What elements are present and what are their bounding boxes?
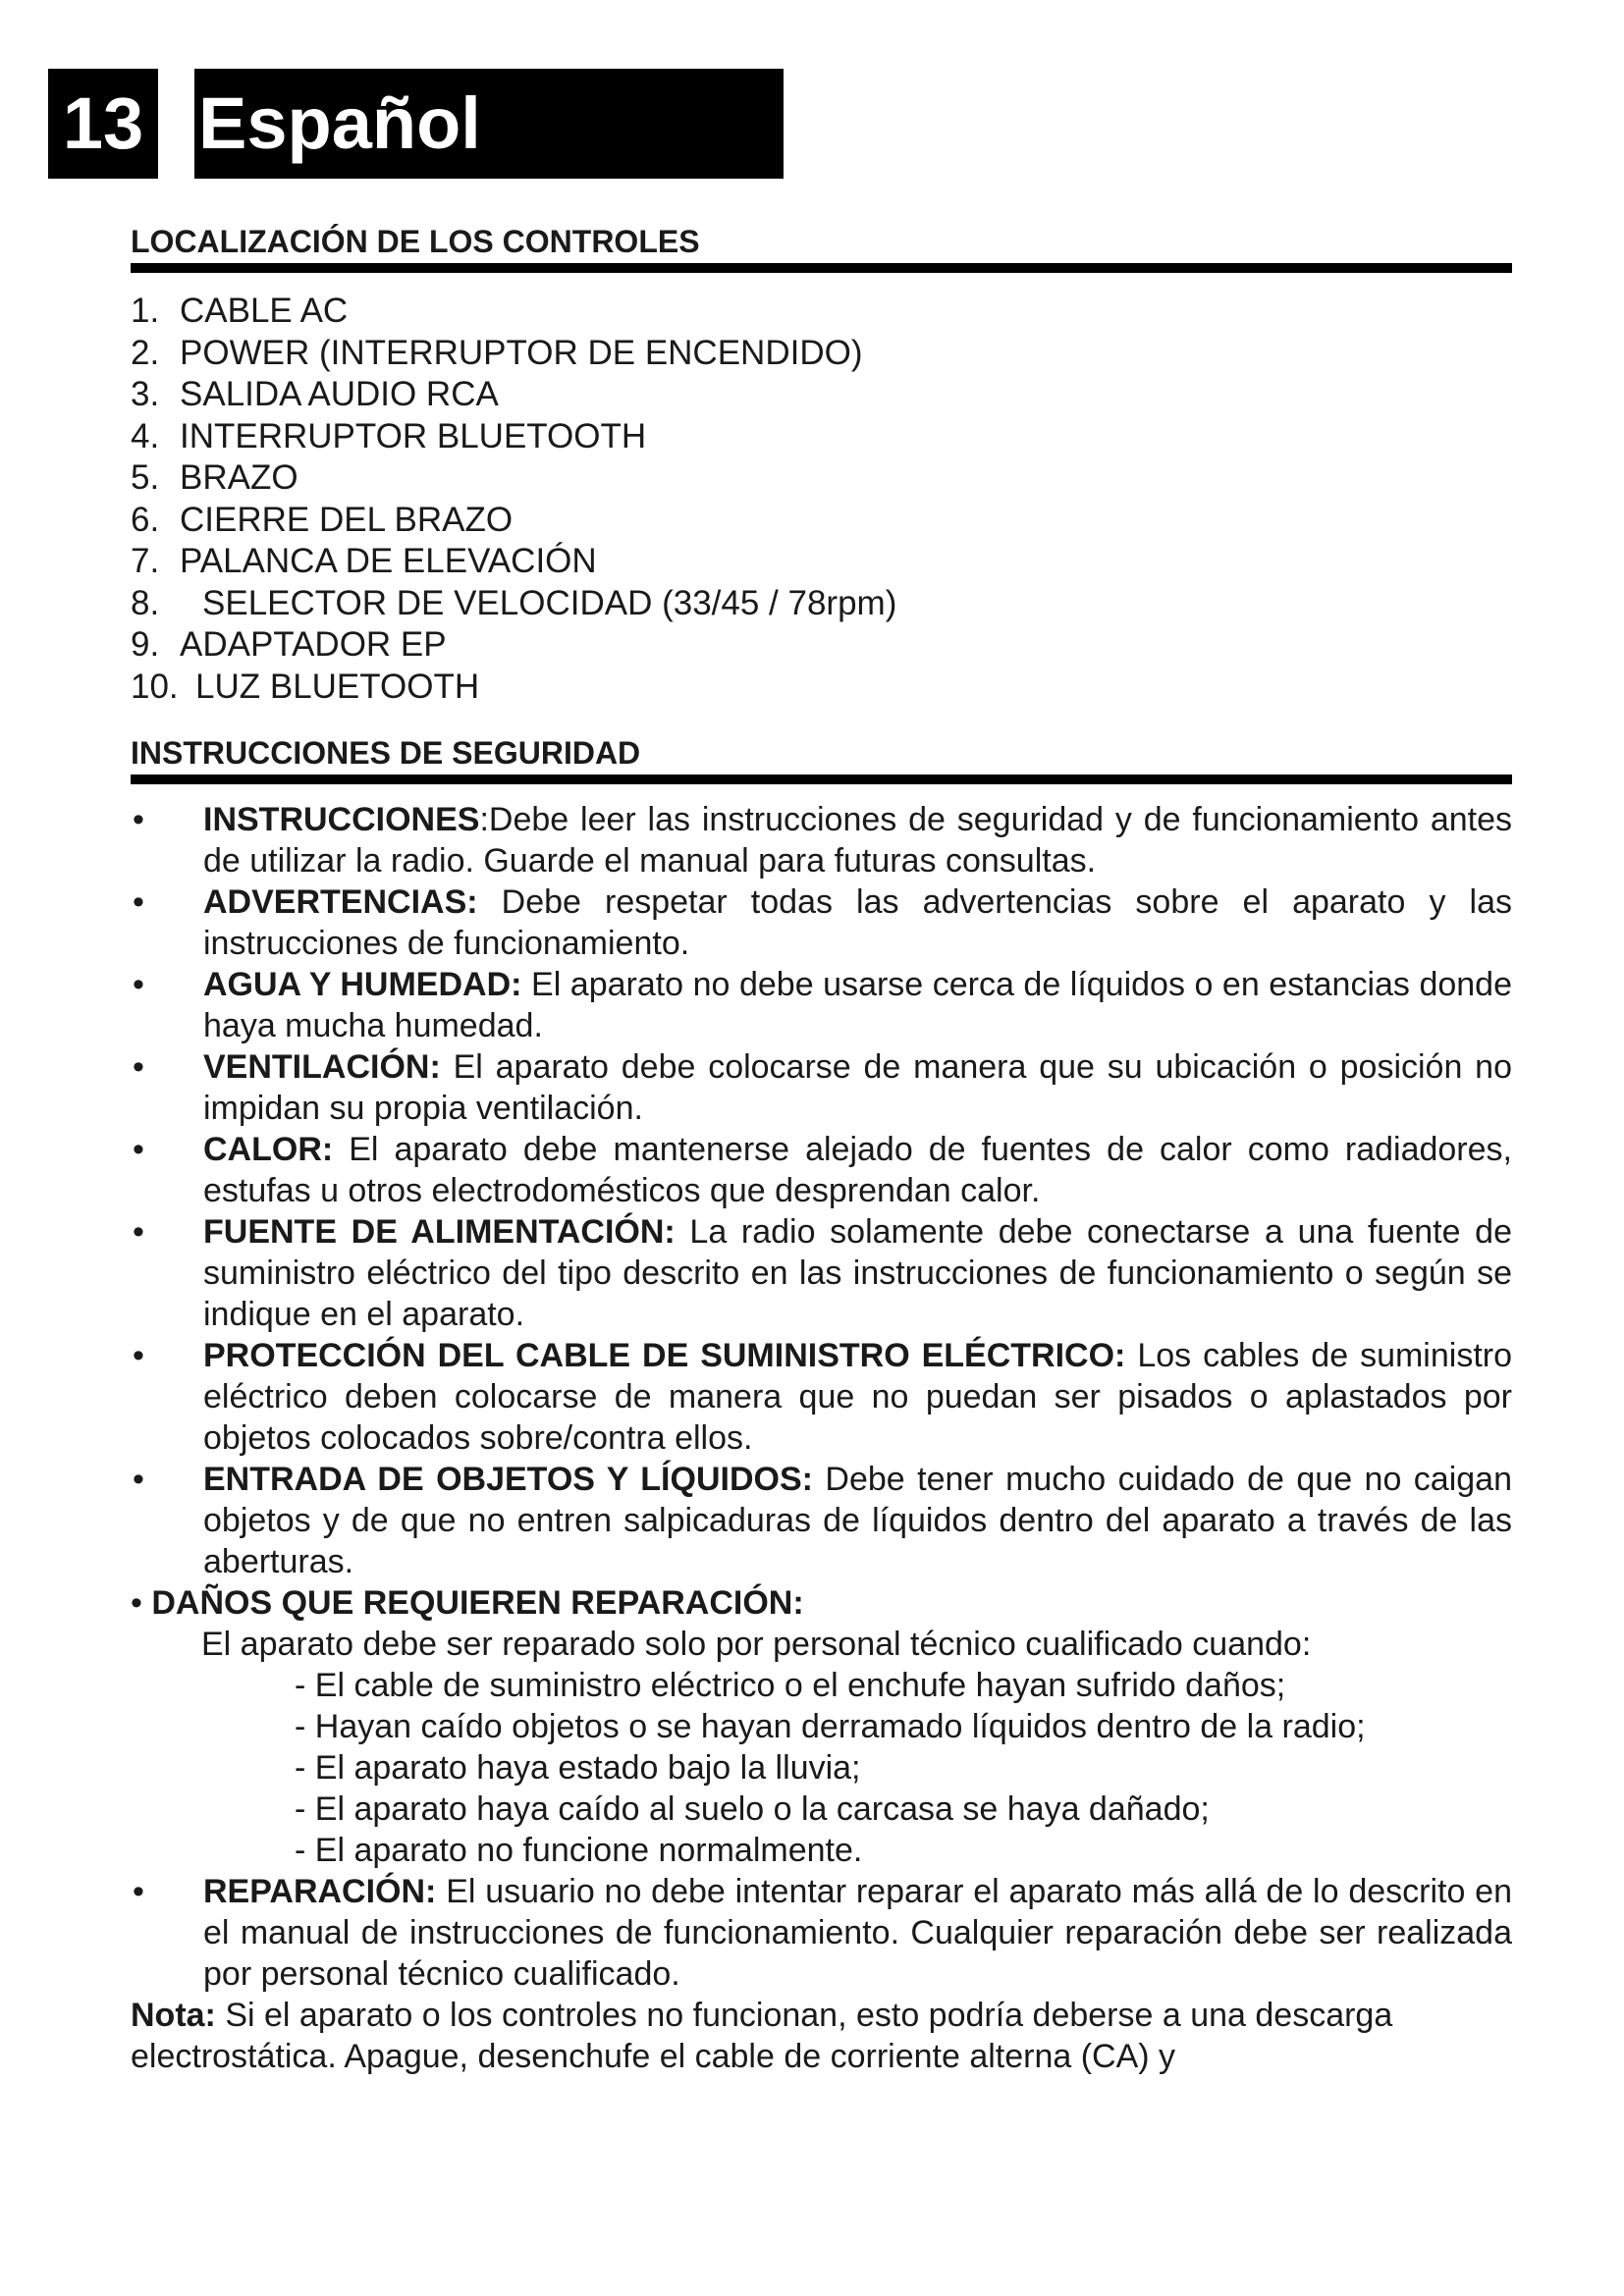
list-item: • REPARACIÓN: El usuario no debe intentar reparar el aparato más allá de lo descrito en el manual de instrucciones de funcionamiento. Cualquier reparación debe ser realizada por personal técnico cualificado. [133, 1873, 1512, 1993]
page-number: 13 [48, 69, 158, 179]
note-paragraph: Nota: Si el aparato o los controles no funcionan, esto podría deberse a una descarga electrostática. Apague, desenchufe el cable de corriente alterna (CA) y [131, 1997, 1393, 2075]
list-item: - Hayan caído objetos o se hayan derramado líquidos dentro de la radio; [295, 1708, 1366, 1745]
safety-list [131, 799, 1512, 2077]
list-item: 6. CIERRE DEL BRAZO [131, 500, 514, 539]
controls-list [131, 291, 896, 708]
safety-section-rule [131, 774, 1512, 784]
controls-section-title: LOCALIZACIÓN DE LOS CONTROLES [131, 224, 700, 259]
repair-conditions [131, 1582, 1512, 1871]
repair-conditions-intro: El aparato debe ser reparado solo por personal técnico cualificado cuando: [201, 1626, 1312, 1663]
list-item: • VENTILACIÓN: El aparato debe colocarse de manera que su ubicación o posición no impidan su propia ventilación. [133, 1048, 1512, 1127]
list-item: • FUENTE DE ALIMENTACIÓN: La radio solamente debe conectarse a una fuente de suministro eléctrico del tipo descrito en las instrucciones de funcionamiento o según se indique en el aparato. [133, 1213, 1512, 1333]
list-item: 9. ADAPTADOR EP [131, 625, 447, 664]
list-item: • INSTRUCCIONES:Debe leer las instrucciones de seguridad y de funcionamiento antes de utilizar la radio. Guarde el manual para futuras consultas. [133, 801, 1512, 880]
list-item: 5. BRAZO [131, 458, 298, 497]
list-item: • ENTRADA DE OBJETOS Y LÍQUIDOS: Debe tener mucho cuidado de que no caigan objetos y de que no entren salpicaduras de líquidos dentro del aparato a través de las aberturas. [133, 1461, 1513, 1580]
list-item: • ADVERTENCIAS: Debe respetar todas las advertencias sobre el aparato y las instrucciones de funcionamiento. [133, 883, 1512, 962]
list-item: 7. PALANCA DE ELEVACIÓN [131, 542, 597, 580]
safety-section-title: INSTRUCCIONES DE SEGURIDAD [131, 735, 641, 771]
list-item: - El cable de suministro eléctrico o el enchufe hayan sufrido daños; [295, 1667, 1286, 1704]
language-header: Español [194, 69, 784, 179]
list-item: - El aparato haya caído al suelo o la carcasa se haya dañado; [295, 1790, 1210, 1828]
list-item: - El aparato haya estado bajo la lluvia; [295, 1749, 861, 1787]
list-item: • AGUA Y HUMEDAD: El aparato no debe usarse cerca de líquidos o en estancias donde haya mucha humedad. [133, 966, 1513, 1044]
list-item: 8. SELECTOR DE VELOCIDAD (33/45 / 78rpm) [131, 583, 897, 622]
list-item: 1. CABLE AC [131, 292, 349, 330]
list-item: • PROTECCIÓN DEL CABLE DE SUMINISTRO ELÉCTRICO: Los cables de suministro eléctrico deben colocarse de manera que no puedan ser pisados o aplastados por objetos colocados sobre/contra ellos. [133, 1337, 1512, 1457]
list-item: 3. SALIDA AUDIO RCA [131, 375, 499, 413]
controls-section-rule [131, 263, 1512, 273]
repair-cases-list [131, 1665, 1512, 1871]
list-item: 2. POWER (INTERRUPTOR DE ENCENDIDO) [131, 333, 863, 372]
list-item: 10. LUZ BLUETOOTH [131, 667, 480, 706]
repair-conditions-heading: • DAÑOS QUE REQUIEREN REPARACIÓN: [131, 1584, 804, 1622]
list-item: - El aparato no funcione normalmente. [295, 1832, 863, 1869]
list-item: • CALOR: El aparato debe mantenerse alejado de fuentes de calor como radiadores, estufas u otros electrodomésticos que desprendan calor. [133, 1131, 1512, 1209]
list-item: 4. INTERRUPTOR BLUETOOTH [131, 416, 647, 455]
